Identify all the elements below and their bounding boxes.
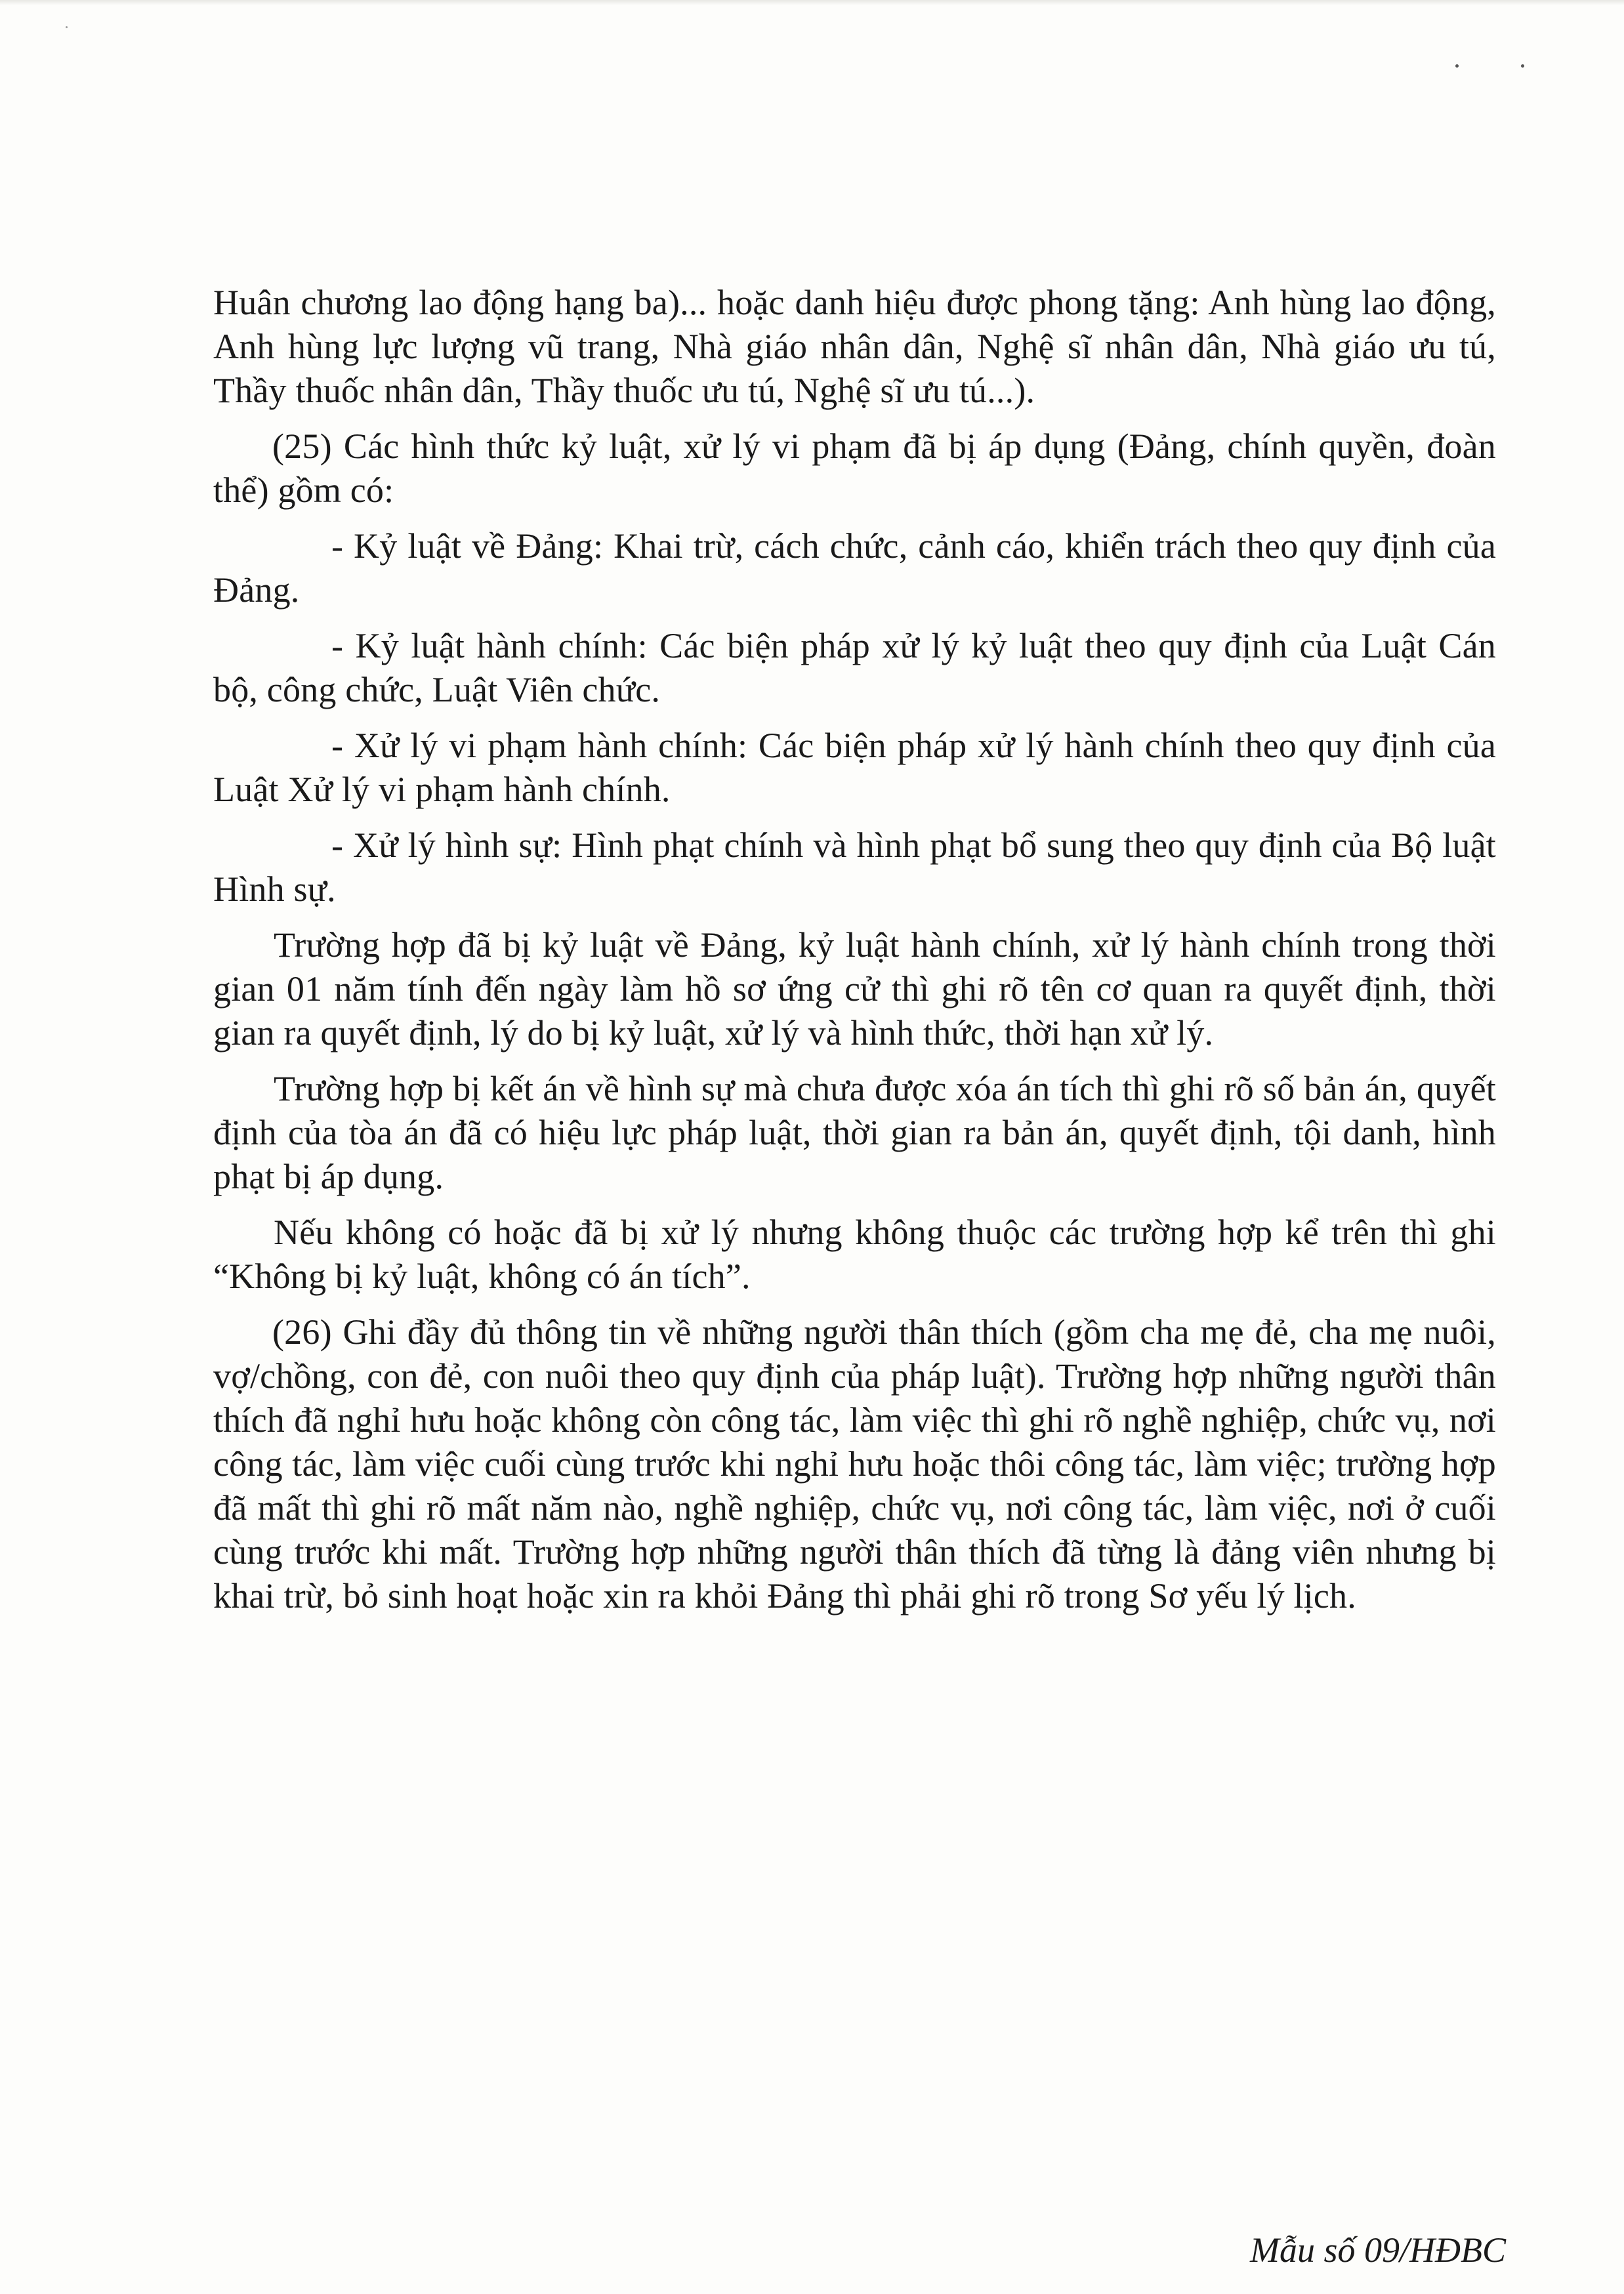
scan-speck [66, 26, 68, 28]
list-item-administrative-violation: - Xử lý vi phạm hành chính: Các biện pháp xử lý hành chính theo quy định của Luật Xử lý vi phạm hành chính. [213, 726, 1496, 809]
paragraph-convicted-case: Trường hợp bị kết án về hình sự mà chưa được xóa án tích thì ghi rõ số bản án, quyết định của tòa án đã có hiệu lực pháp luật, thời gian ra bản án, quyết định, tội danh, hình phạt bị áp dụng. [213, 1069, 1496, 1196]
list-item-administrative-discipline: - Kỷ luật hành chính: Các biện pháp xử lý kỷ luật theo quy định của Luật Cán bộ, công chức, Luật Viên chức. [213, 626, 1496, 709]
paragraph-note-25: (25) Các hình thức kỷ luật, xử lý vi phạm đã bị áp dụng (Đảng, chính quyền, đoàn thể) gồm có: [213, 427, 1496, 510]
paragraph-disciplined-case: Trường hợp đã bị kỷ luật về Đảng, kỷ luật hành chính, xử lý hành chính trong thời gian 01 năm tính đến ngày làm hồ sơ ứng cử thì ghi rõ tên cơ quan ra quyết định, thời gian ra quyết định, lý do bị kỷ luật, xử lý và hình thức, thời hạn xử lý. [213, 925, 1496, 1053]
scan-edge [0, 0, 1624, 5]
paragraph-no-discipline: Nếu không có hoặc đã bị xử lý nhưng không thuộc các trường hợp kể trên thì ghi “Không bị kỷ luật, không có án tích”. [213, 1213, 1496, 1296]
list-item-criminal-handling: - Xử lý hình sự: Hình phạt chính và hình phạt bổ sung theo quy định của Bộ luật Hình sự. [213, 825, 1496, 909]
scan-speck [1455, 64, 1459, 68]
document-body [213, 281, 1496, 1630]
form-number-label: Mẫu số 09/HĐBC [1250, 2230, 1506, 2270]
scan-speck [1521, 64, 1524, 68]
paragraph-note-26: (26) Ghi đầy đủ thông tin về những người thân thích (gồm cha mẹ đẻ, cha mẹ nuôi, vợ/chồng, con đẻ, con nuôi theo quy định của pháp luật). Trường hợp những người thân thích đã nghỉ hưu hoặc không còn công tác, làm việc thì ghi rõ nghề nghiệp, chức vụ, nơi công tác, làm việc cuối cùng trước khi nghỉ hưu hoặc thôi công tác, làm việc; trường hợp đã mất thì ghi rõ mất năm nào, nghề nghiệp, chức vụ, nơi công tác, làm việc, nơi ở cuối cùng trước khi mất. Trường hợp những người thân thích đã từng là đảng viên nhưng bị khai trừ, bỏ sinh hoạt hoặc xin ra khỏi Đảng thì phải ghi rõ trong Sơ yếu lý lịch. [213, 1312, 1496, 1616]
paragraph-awards-continued: Huân chương lao động hạng ba)... hoặc danh hiệu được phong tặng: Anh hùng lao động, Anh hùng lực lượng vũ trang, Nhà giáo nhân dân, Nghệ sĩ nhân dân, Nhà giáo ưu tú, Thầy thuốc nhân dân, Thầy thuốc ưu tú, Nghệ sĩ ưu tú...). [213, 283, 1496, 410]
list-item-party-discipline: - Kỷ luật về Đảng: Khai trừ, cách chức, cảnh cáo, khiển trách theo quy định của Đảng. [213, 526, 1496, 610]
